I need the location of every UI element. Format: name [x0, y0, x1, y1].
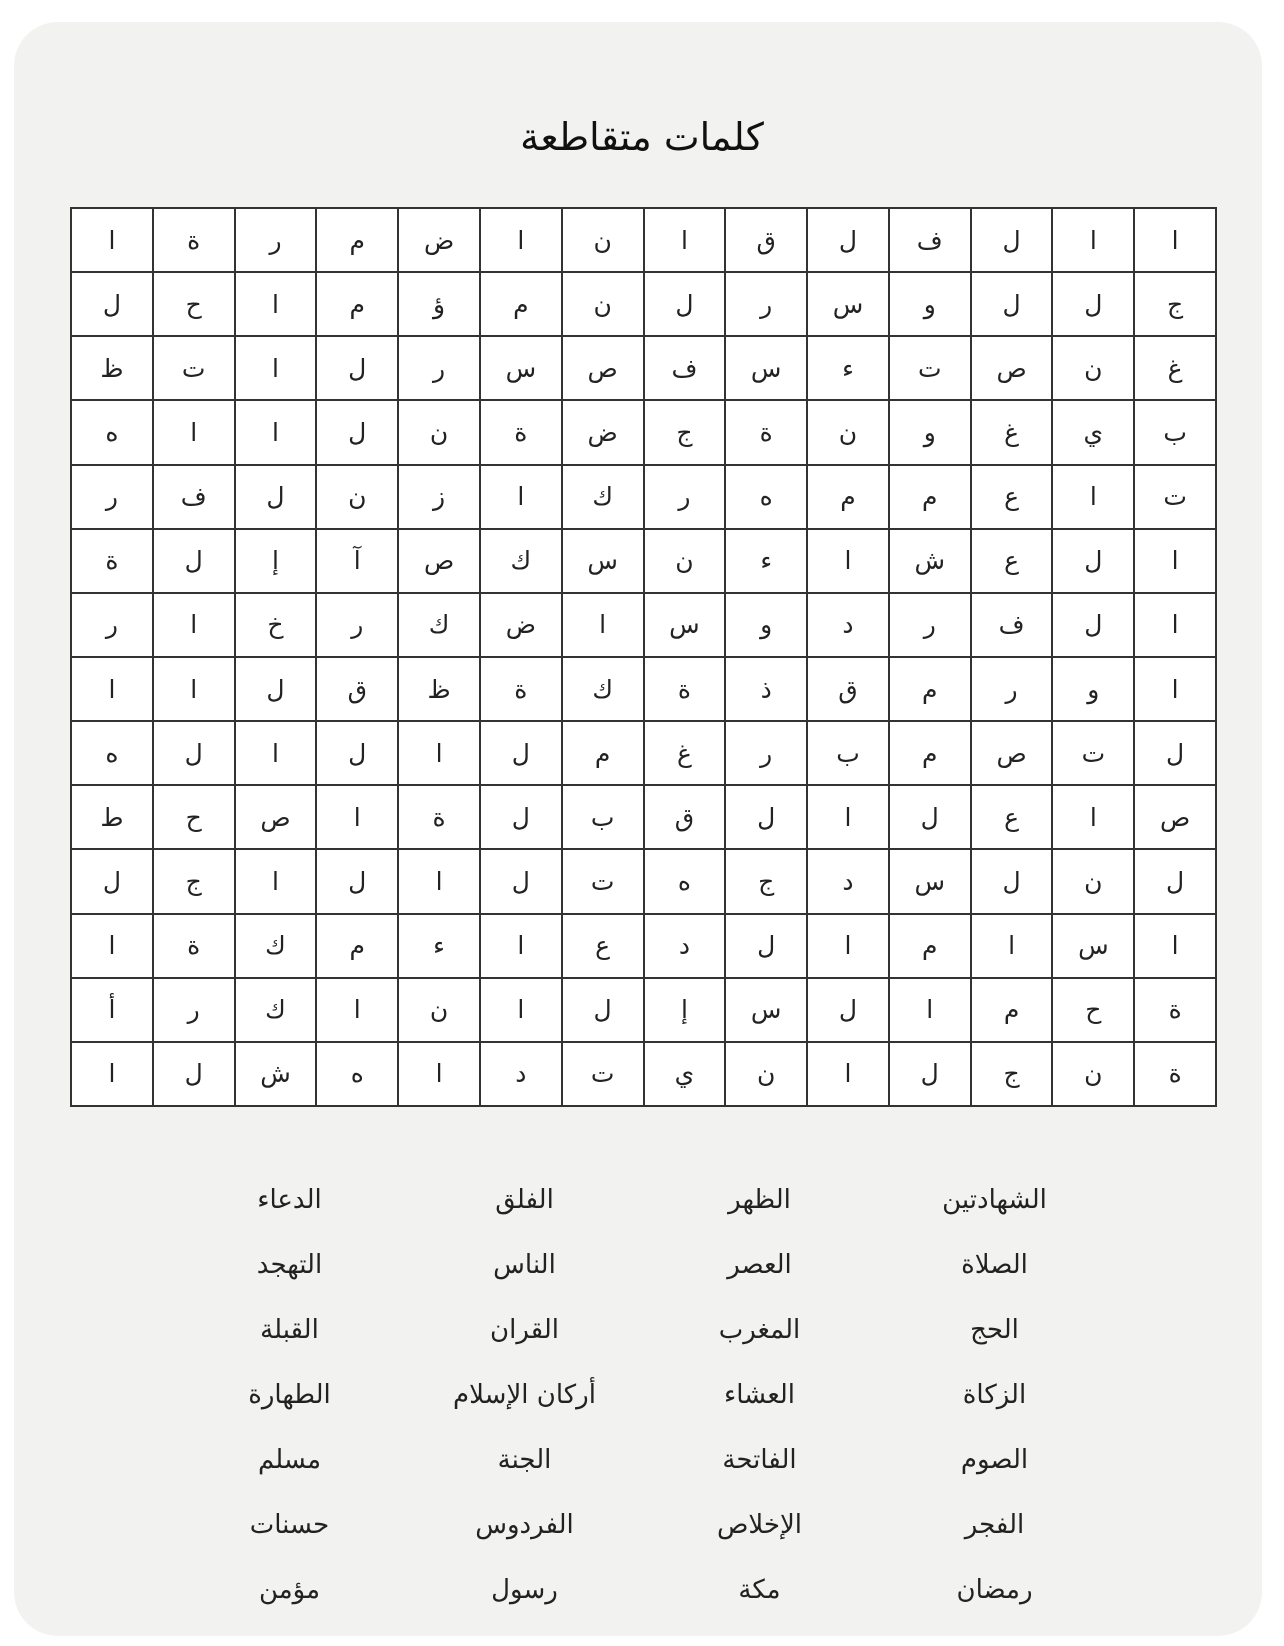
grid-cell[interactable]: ن	[726, 1043, 808, 1107]
grid-cell[interactable]: ر	[72, 594, 154, 658]
grid-cell[interactable]: س	[890, 850, 972, 914]
grid-cell[interactable]: ء	[808, 337, 890, 401]
grid-cell[interactable]: ه	[645, 850, 727, 914]
grid-cell[interactable]: ؤ	[399, 273, 481, 337]
word-list-item: الصوم	[960, 1445, 1029, 1475]
grid-cell[interactable]: ن	[808, 401, 890, 465]
grid-cell[interactable]: س	[1053, 915, 1135, 979]
grid-cell[interactable]: ا	[808, 786, 890, 850]
grid-cell[interactable]: ن	[563, 209, 645, 273]
grid-cell[interactable]: ا	[563, 594, 645, 658]
grid-cell[interactable]: ا	[72, 209, 154, 273]
grid-cell[interactable]: ا	[1135, 594, 1217, 658]
grid-cell[interactable]: و	[1053, 658, 1135, 722]
grid-cell[interactable]: ج	[1135, 273, 1217, 337]
page-title: كلمات متقاطعة	[520, 115, 764, 159]
word-list-item: الصلاة	[961, 1250, 1028, 1280]
grid-cell[interactable]: ا	[808, 1043, 890, 1107]
grid-cell[interactable]: غ	[1135, 337, 1217, 401]
grid-cell[interactable]: م	[890, 722, 972, 786]
grid-cell[interactable]: إ	[236, 530, 318, 594]
grid-cell[interactable]: س	[645, 594, 727, 658]
grid-cell[interactable]: س	[563, 530, 645, 594]
grid-cell[interactable]: ا	[481, 979, 563, 1043]
grid-cell[interactable]: غ	[972, 401, 1054, 465]
grid-cell[interactable]: ا	[317, 979, 399, 1043]
grid-cell[interactable]: ة	[481, 401, 563, 465]
grid-cell[interactable]: ا	[236, 850, 318, 914]
grid-cell[interactable]: ف	[890, 209, 972, 273]
grid-cell[interactable]: ش	[890, 530, 972, 594]
grid-cell[interactable]: ل	[972, 209, 1054, 273]
word-list-item: الجنة	[497, 1445, 552, 1475]
grid-cell[interactable]: ا	[236, 337, 318, 401]
grid-cell[interactable]: ر	[645, 466, 727, 530]
grid-cell[interactable]: ء	[399, 915, 481, 979]
grid-cell[interactable]: د	[808, 594, 890, 658]
grid-cell[interactable]: ل	[1053, 530, 1135, 594]
grid-cell[interactable]: ي	[645, 1043, 727, 1107]
grid-cell[interactable]: ا	[72, 1043, 154, 1107]
grid-cell[interactable]: ذ	[726, 658, 808, 722]
word-list-item: العصر	[727, 1250, 792, 1280]
grid-cell[interactable]: ر	[972, 658, 1054, 722]
grid-cell[interactable]: ب	[808, 722, 890, 786]
grid-cell[interactable]: و	[890, 401, 972, 465]
grid-cell[interactable]: ء	[726, 530, 808, 594]
word-list-item: الفاتحة	[722, 1445, 797, 1475]
grid-cell[interactable]: ت	[1135, 466, 1217, 530]
word-list-item: الفلق	[495, 1185, 554, 1215]
grid-cell[interactable]: ك	[236, 915, 318, 979]
grid-cell[interactable]: ل	[1135, 850, 1217, 914]
grid-cell[interactable]: ا	[236, 722, 318, 786]
grid-cell[interactable]: ف	[972, 594, 1054, 658]
grid-cell[interactable]: ل	[317, 401, 399, 465]
grid-cell[interactable]: ح	[154, 786, 236, 850]
grid-cell[interactable]: ل	[972, 273, 1054, 337]
grid-cell[interactable]: ل	[317, 337, 399, 401]
grid-cell[interactable]: ا	[154, 401, 236, 465]
grid-cell[interactable]: د	[481, 1043, 563, 1107]
grid-cell[interactable]: ل	[72, 850, 154, 914]
grid-cell[interactable]: ك	[563, 658, 645, 722]
grid-cell[interactable]: ل	[317, 850, 399, 914]
grid-cell[interactable]: ا	[890, 979, 972, 1043]
grid-cell[interactable]: ل	[317, 722, 399, 786]
word-list-item: القران	[490, 1315, 559, 1345]
grid-cell[interactable]: ك	[236, 979, 318, 1043]
grid-cell[interactable]: ا	[399, 1043, 481, 1107]
grid-cell[interactable]: ر	[726, 722, 808, 786]
grid-cell[interactable]: ل	[236, 658, 318, 722]
grid-cell[interactable]: م	[972, 979, 1054, 1043]
grid-cell[interactable]: ه	[317, 1043, 399, 1107]
grid-cell[interactable]: ا	[1135, 658, 1217, 722]
grid-cell[interactable]: ا	[317, 786, 399, 850]
grid-cell[interactable]: ا	[72, 915, 154, 979]
grid-cell[interactable]: ل	[236, 466, 318, 530]
grid-cell[interactable]: ر	[154, 979, 236, 1043]
grid-cell[interactable]: ت	[890, 337, 972, 401]
grid-cell[interactable]: ل	[481, 722, 563, 786]
grid-cell[interactable]: ز	[399, 466, 481, 530]
grid-cell[interactable]: ا	[1053, 209, 1135, 273]
grid-cell[interactable]: س	[481, 337, 563, 401]
grid-cell[interactable]: ا	[236, 401, 318, 465]
grid-cell[interactable]: ق	[808, 658, 890, 722]
grid-cell[interactable]: ة	[1135, 979, 1217, 1043]
grid-cell[interactable]: ت	[1053, 722, 1135, 786]
word-list-item: الإخلاص	[716, 1510, 803, 1540]
grid-cell[interactable]: ح	[1053, 979, 1135, 1043]
grid-cell[interactable]: ل	[154, 722, 236, 786]
grid-cell[interactable]: ل	[890, 1043, 972, 1107]
grid-cell[interactable]: س	[726, 979, 808, 1043]
grid-cell[interactable]: غ	[645, 722, 727, 786]
grid-cell[interactable]: ا	[1053, 466, 1135, 530]
grid-cell[interactable]: ة	[645, 658, 727, 722]
grid-cell[interactable]: ن	[1053, 1043, 1135, 1107]
grid-cell[interactable]: خ	[236, 594, 318, 658]
grid-cell[interactable]: ص	[563, 337, 645, 401]
grid-cell[interactable]: ر	[726, 273, 808, 337]
grid-cell[interactable]: ة	[154, 209, 236, 273]
grid-cell[interactable]: ا	[1135, 530, 1217, 594]
grid-cell[interactable]: ه	[726, 466, 808, 530]
grid-cell[interactable]: ا	[399, 850, 481, 914]
grid-cell[interactable]: ل	[972, 850, 1054, 914]
grid-cell[interactable]: ص	[399, 530, 481, 594]
grid-cell[interactable]: ل	[726, 915, 808, 979]
grid-cell[interactable]: ا	[808, 915, 890, 979]
grid-cell[interactable]: ل	[481, 850, 563, 914]
grid-cell[interactable]: ه	[72, 401, 154, 465]
grid-cell[interactable]: ع	[563, 915, 645, 979]
word-list-item: مؤمن	[258, 1575, 321, 1605]
grid-cell[interactable]: ض	[481, 594, 563, 658]
letter-grid	[70, 207, 1217, 1107]
grid-cell[interactable]: ع	[972, 786, 1054, 850]
grid-cell[interactable]: ة	[1135, 1043, 1217, 1107]
grid-cell[interactable]: ع	[972, 530, 1054, 594]
grid-cell[interactable]: م	[481, 273, 563, 337]
grid-cell[interactable]: ل	[1053, 594, 1135, 658]
grid-cell[interactable]: آ	[317, 530, 399, 594]
grid-cell[interactable]: ض	[399, 209, 481, 273]
grid-cell[interactable]: ق	[726, 209, 808, 273]
grid-cell[interactable]: ا	[1053, 786, 1135, 850]
grid-cell[interactable]: ص	[972, 722, 1054, 786]
grid-cell[interactable]: ر	[72, 466, 154, 530]
word-list-item: رسول	[491, 1575, 558, 1605]
grid-cell[interactable]: ر	[236, 209, 318, 273]
grid-cell[interactable]: ل	[808, 979, 890, 1043]
grid-cell[interactable]: أ	[72, 979, 154, 1043]
grid-cell[interactable]: ج	[726, 850, 808, 914]
word-list-item: الظهر	[728, 1185, 791, 1215]
grid-cell[interactable]: ف	[154, 466, 236, 530]
grid-cell[interactable]: ت	[154, 337, 236, 401]
grid-cell[interactable]: ر	[890, 594, 972, 658]
grid-cell[interactable]: ص	[236, 786, 318, 850]
grid-cell[interactable]: م	[890, 915, 972, 979]
grid-cell[interactable]: م	[808, 466, 890, 530]
grid-cell[interactable]: ق	[317, 658, 399, 722]
word-list-item: المغرب	[718, 1315, 801, 1345]
grid-cell[interactable]: د	[808, 850, 890, 914]
grid-cell[interactable]: ج	[154, 850, 236, 914]
grid-cell[interactable]: ظ	[399, 658, 481, 722]
grid-cell[interactable]: ة	[726, 401, 808, 465]
word-list-item: حسنات	[249, 1510, 330, 1540]
grid-cell[interactable]: ة	[399, 786, 481, 850]
grid-cell[interactable]: ا	[1135, 209, 1217, 273]
grid-cell[interactable]: ح	[154, 273, 236, 337]
grid-cell[interactable]: ب	[1135, 401, 1217, 465]
grid-cell[interactable]: ة	[72, 530, 154, 594]
grid-cell[interactable]: ك	[399, 594, 481, 658]
grid-cell[interactable]: ر	[399, 337, 481, 401]
grid-cell[interactable]: إ	[645, 979, 727, 1043]
grid-cell[interactable]: ا	[481, 466, 563, 530]
grid-cell[interactable]: ل	[890, 786, 972, 850]
grid-cell[interactable]: ا	[72, 658, 154, 722]
grid-cell[interactable]: ل	[481, 786, 563, 850]
grid-cell[interactable]: ن	[1053, 850, 1135, 914]
grid-cell[interactable]: ا	[481, 915, 563, 979]
grid-cell[interactable]: ن	[399, 979, 481, 1043]
word-list-item: التهجد	[256, 1250, 323, 1280]
grid-cell[interactable]: ا	[481, 209, 563, 273]
word-list-item: الشهادتين	[942, 1185, 1047, 1215]
grid-cell[interactable]: ة	[481, 658, 563, 722]
grid-cell[interactable]: ط	[72, 786, 154, 850]
grid-cell[interactable]: ك	[563, 466, 645, 530]
grid-cell[interactable]: ص	[972, 337, 1054, 401]
grid-cell[interactable]: ش	[236, 1043, 318, 1107]
grid-cell[interactable]: ج	[972, 1043, 1054, 1107]
grid-cell[interactable]: ص	[1135, 786, 1217, 850]
grid-cell[interactable]: و	[726, 594, 808, 658]
grid-cell[interactable]: ه	[72, 722, 154, 786]
grid-cell[interactable]: ي	[1053, 401, 1135, 465]
grid-cell[interactable]: ا	[645, 209, 727, 273]
grid-cell[interactable]: ن	[563, 273, 645, 337]
grid-cell[interactable]: ر	[317, 594, 399, 658]
grid-cell[interactable]: ل	[154, 1043, 236, 1107]
grid-cell[interactable]: ا	[1135, 915, 1217, 979]
grid-cell[interactable]: س	[726, 337, 808, 401]
grid-cell[interactable]: ا	[154, 658, 236, 722]
grid-cell[interactable]: س	[808, 273, 890, 337]
grid-cell[interactable]: ا	[808, 530, 890, 594]
word-list-item: الفردوس	[475, 1510, 574, 1540]
word-list-item: الطهارة	[248, 1380, 331, 1410]
word-list-item: الناس	[493, 1250, 556, 1280]
grid-cell[interactable]: ل	[72, 273, 154, 337]
word-list-item: القبلة	[260, 1315, 319, 1345]
grid-cell[interactable]: ن	[645, 530, 727, 594]
grid-cell[interactable]: ت	[563, 850, 645, 914]
grid-cell[interactable]: ا	[236, 273, 318, 337]
word-list	[172, 1178, 1112, 1633]
grid-cell[interactable]: ا	[154, 594, 236, 658]
grid-cell[interactable]: ن	[317, 466, 399, 530]
word-list-item: أركان الإسلام	[453, 1380, 596, 1410]
grid-cell[interactable]: ل	[808, 209, 890, 273]
grid-cell[interactable]: م	[890, 658, 972, 722]
grid-cell[interactable]: ج	[645, 401, 727, 465]
grid-cell[interactable]: ل	[154, 530, 236, 594]
grid-cell[interactable]: ن	[399, 401, 481, 465]
grid-cell[interactable]: ا	[972, 915, 1054, 979]
word-list-item: مكة	[738, 1575, 781, 1605]
word-list-item: مسلم	[257, 1445, 322, 1475]
grid-cell[interactable]: ب	[563, 786, 645, 850]
word-list-item: الحج	[970, 1315, 1019, 1345]
grid-cell[interactable]: ل	[1053, 273, 1135, 337]
grid-cell[interactable]: م	[317, 915, 399, 979]
grid-cell[interactable]: ف	[645, 337, 727, 401]
word-list-item: رمضان	[956, 1575, 1033, 1605]
grid-cell[interactable]: ل	[726, 786, 808, 850]
grid-cell[interactable]: ة	[154, 915, 236, 979]
grid-cell[interactable]: م	[317, 273, 399, 337]
grid-cell[interactable]: د	[645, 915, 727, 979]
grid-cell[interactable]: ظ	[72, 337, 154, 401]
grid-cell[interactable]: ن	[1053, 337, 1135, 401]
grid-cell[interactable]: ض	[563, 401, 645, 465]
grid-cell[interactable]: ع	[972, 466, 1054, 530]
grid-cell[interactable]: ك	[481, 530, 563, 594]
grid-cell[interactable]: ل	[1135, 722, 1217, 786]
grid-cell[interactable]: ت	[563, 1043, 645, 1107]
grid-cell[interactable]: و	[890, 273, 972, 337]
word-list-item: العشاء	[723, 1380, 796, 1410]
grid-cell[interactable]: م	[890, 466, 972, 530]
word-list-item: الدعاء	[257, 1185, 322, 1215]
grid-cell[interactable]: ق	[645, 786, 727, 850]
word-list-item: الزكاة	[962, 1380, 1027, 1410]
grid-cell[interactable]: م	[563, 722, 645, 786]
grid-cell[interactable]: م	[317, 209, 399, 273]
grid-cell[interactable]: ل	[563, 979, 645, 1043]
grid-cell[interactable]: ل	[645, 273, 727, 337]
grid-cell[interactable]: ا	[399, 722, 481, 786]
word-list-item: الفجر	[964, 1510, 1025, 1540]
